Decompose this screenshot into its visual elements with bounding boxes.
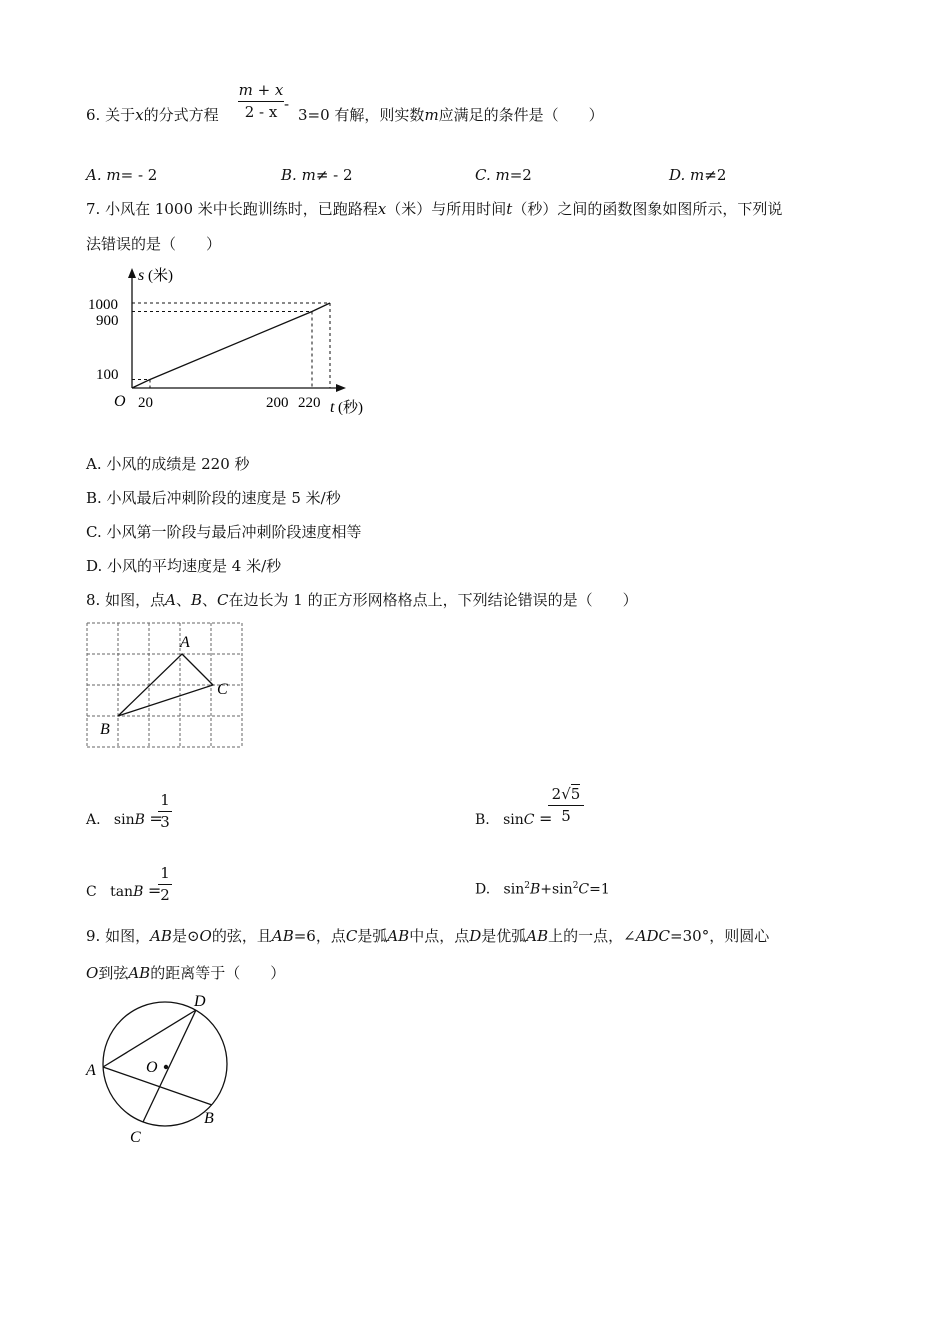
q9-text: 的弦，且: [211, 927, 272, 945]
q9-text: 中点，点: [409, 927, 470, 945]
q6-option-a[interactable]: [86, 166, 157, 184]
q8-option-a-fraction: [158, 792, 172, 830]
option-label: B.: [281, 166, 297, 184]
origin-label: O: [114, 393, 126, 410]
series-line: [132, 303, 330, 388]
q9-text: =30°，则圆心: [670, 927, 770, 945]
q9-var: O: [199, 927, 212, 945]
q6-frac-denominator: 2 - x: [244, 102, 278, 121]
frac-bar: [158, 884, 172, 885]
frac-numerator: [548, 786, 584, 803]
center-o-label: O: [146, 1059, 158, 1076]
frac-denominator: 3: [160, 812, 170, 831]
q8-option-b[interactable]: [475, 809, 552, 829]
option-var: B: [133, 884, 144, 900]
q9-stem-line2: [86, 964, 285, 982]
frac-denominator: 2: [160, 885, 170, 904]
y-tick-label: 1000: [88, 297, 118, 313]
option-text: =2: [509, 166, 532, 184]
option-label: B.: [475, 812, 490, 828]
frac-denominator: 5: [561, 806, 571, 825]
q6-minus: -: [284, 95, 290, 113]
q7-text: 7. 小风在 1000 米中长跑训练时，已跑路程: [86, 200, 378, 218]
q6-frac-bar: [238, 101, 284, 102]
q6-option-c[interactable]: [475, 166, 532, 184]
q8-text: 、: [175, 591, 191, 609]
x-tick-label: 200: [266, 395, 289, 411]
q9-circle-figure: [80, 992, 250, 1152]
option-var: m: [301, 166, 316, 184]
option-var: m: [495, 166, 510, 184]
coef: 2: [551, 785, 562, 803]
y-axis-arrow: [128, 268, 136, 278]
q9-var: D: [469, 927, 482, 945]
point-c-label: C: [217, 681, 228, 698]
option-label: A.: [86, 812, 101, 828]
q6-number: 6.: [86, 106, 101, 124]
q6-stem: [86, 106, 219, 124]
q6-stem-tail: [298, 106, 604, 124]
q9-var: O: [86, 964, 99, 982]
circle-o: [103, 1002, 227, 1126]
point-c-label: C: [130, 1129, 141, 1146]
q8-option-c-fraction: [158, 865, 172, 903]
x-tick-label: 20: [138, 395, 153, 411]
q9-text: 的距离等于（ ）: [150, 964, 286, 982]
option-var: C: [523, 812, 535, 828]
q8-text: 在边长为 1 的正方形网格格点上，下列结论错误的是（ ）: [228, 591, 638, 609]
q8-point: C: [217, 591, 229, 609]
y-tick-label: 100: [96, 367, 119, 383]
q6-option-b[interactable]: [281, 166, 353, 184]
frac-numerator: 1: [160, 864, 170, 882]
option-text: = - 2: [120, 166, 158, 184]
option-eq: =: [538, 809, 553, 828]
exponent: 2: [572, 881, 579, 891]
q9-var: C: [345, 927, 358, 945]
option-text: +sin: [540, 881, 573, 898]
q8-option-a[interactable]: [86, 809, 163, 829]
q6-text: 3=0 有解，则实数: [298, 106, 425, 124]
q7-option-a[interactable]: A. 小风的成绩是 220 秒: [86, 455, 250, 473]
q8-stem: [86, 591, 638, 609]
option-func: sin: [113, 812, 135, 828]
x-tick-label: 220: [298, 395, 321, 411]
x-axis-unit: (秒): [338, 400, 363, 416]
frac-bar: [548, 805, 584, 806]
q7-stem-line1: [86, 200, 782, 218]
point-b-label: B: [204, 1110, 214, 1127]
x-axis-arrow: [336, 384, 346, 392]
option-func: tan: [110, 884, 134, 900]
option-label: C: [86, 884, 97, 900]
q6-stem-cont: [284, 95, 289, 113]
q6-fraction: [238, 82, 284, 120]
option-eq: =1: [589, 881, 610, 898]
q8-grid-figure: [80, 614, 260, 759]
q6-frac-numerator: m + x: [238, 81, 284, 99]
q7-text: （米）与所用时间: [386, 200, 507, 218]
q6-var: m: [424, 106, 439, 124]
option-var: B: [529, 881, 541, 898]
q9-text: 上的一点，∠: [548, 927, 636, 945]
frac-numerator: 1: [160, 791, 170, 809]
option-text: ≠2: [704, 166, 727, 184]
y-axis-unit: (米): [148, 268, 173, 284]
q9-var: ADC: [635, 927, 671, 945]
q9-var: AB: [128, 964, 151, 982]
q9-text: 是弧: [357, 927, 388, 945]
q9-var: AB: [150, 927, 172, 945]
q9-var: AB: [387, 927, 410, 945]
q7-var: x: [377, 200, 387, 218]
frac-bar: [158, 811, 172, 812]
option-label: D.: [669, 166, 686, 184]
option-eq: =: [149, 809, 163, 828]
sqrt-sign-icon: √: [561, 785, 571, 803]
q9-text: 是优弧: [481, 927, 527, 945]
point-d-label: D: [194, 993, 206, 1010]
exponent: 2: [524, 881, 530, 891]
q8-option-d[interactable]: [475, 881, 610, 898]
x-axis-var: t: [330, 399, 335, 416]
q6-text: 应满足的条件是（ ）: [438, 106, 604, 124]
option-var: m: [106, 166, 121, 184]
point-a-label: A: [180, 634, 190, 651]
q8-point: B: [190, 591, 202, 609]
point-b-label: B: [100, 721, 110, 738]
center-point: [164, 1065, 168, 1069]
q7-function-graph: [80, 258, 380, 428]
q7-option-d[interactable]: D. 小风的平均速度是 4 米/秒: [86, 557, 282, 575]
option-label: C.: [475, 166, 491, 184]
q9-stem-line1: [86, 927, 769, 945]
q9-text: 到弦: [98, 964, 129, 982]
q6-var: x: [135, 106, 144, 124]
q8-option-b-fraction: [548, 786, 584, 824]
y-tick-label: 900: [96, 313, 119, 329]
option-label: D.: [475, 881, 491, 898]
option-func: sin: [503, 881, 525, 898]
q9-text: 是⊙: [171, 927, 200, 945]
option-func: sin: [503, 812, 524, 828]
option-var: C: [578, 881, 590, 898]
q8-text: 8. 如图，点: [86, 591, 166, 609]
option-label: A.: [86, 166, 102, 184]
q8-text: 、: [201, 591, 217, 609]
q9-text: =6，点: [293, 927, 346, 945]
q7-option-b[interactable]: B. 小风最后冲刺阶段的速度是 5 米/秒: [86, 489, 341, 507]
q6-text: 的分式方程: [143, 106, 219, 124]
q7-text: （秒）之间的函数图象如图所示，下列说: [512, 200, 783, 218]
radicand: 5: [570, 785, 581, 803]
q9-text: 9. 如图，: [86, 927, 151, 945]
option-var: m: [690, 166, 705, 184]
q7-var: t: [506, 200, 513, 218]
q6-text: 关于: [105, 106, 136, 124]
point-a-label: A: [86, 1062, 96, 1079]
q8-point: A: [165, 591, 176, 609]
option-var: B: [134, 812, 145, 828]
option-eq: =: [147, 881, 162, 900]
q8-option-c[interactable]: [86, 881, 161, 901]
y-axis-var: s: [138, 267, 145, 284]
q7-option-c[interactable]: C. 小风第一阶段与最后冲刺阶段速度相等: [86, 523, 362, 541]
option-text: ≠ - 2: [315, 166, 353, 184]
q9-var: AB: [526, 927, 549, 945]
q9-var: AB: [271, 927, 294, 945]
q6-option-d[interactable]: [669, 166, 726, 184]
q7-stem-line2: 法错误的是（ ）: [86, 235, 222, 253]
